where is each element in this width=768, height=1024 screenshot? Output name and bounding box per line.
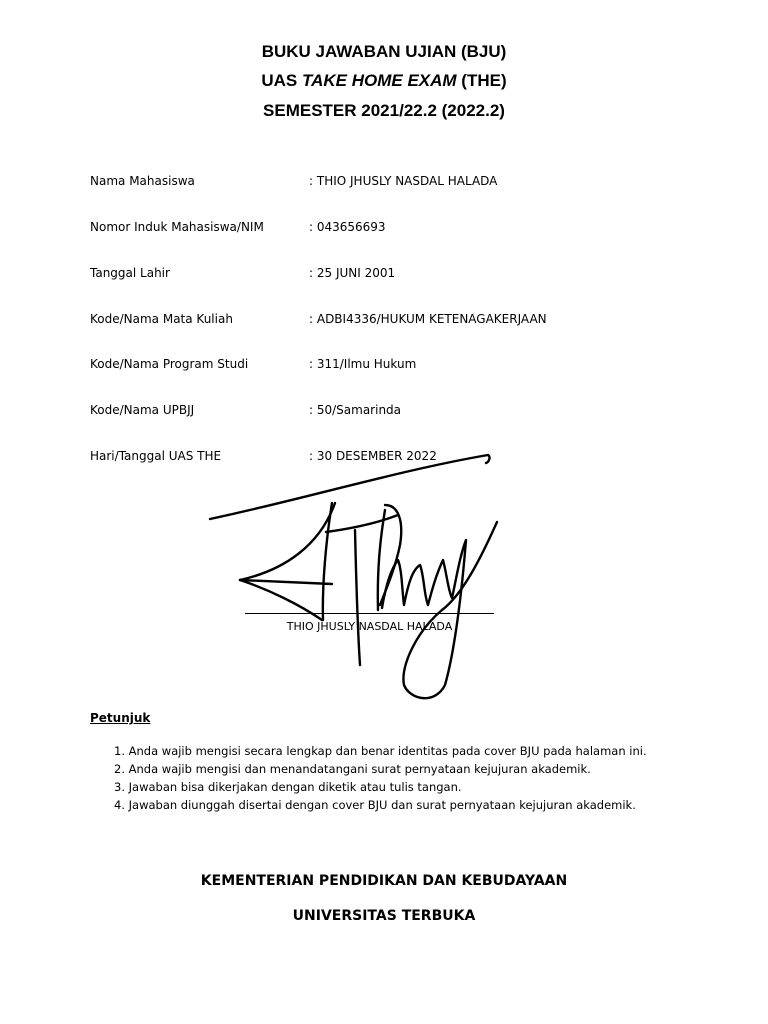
field-value: : 311/Ilmu Hukum — [309, 357, 417, 371]
title-line-1: BUKU JAWABAN UJIAN (BJU) — [261, 42, 507, 61]
field-label: Tanggal Lahir — [90, 266, 170, 280]
signature-name: THIO JHUSLY NASDAL HALADA — [286, 620, 453, 633]
university-name: UNIVERSITAS TERBUKA — [292, 908, 476, 924]
field-value: : 043656693 — [309, 220, 386, 234]
field-value: : 30 DESEMBER 2022 — [309, 449, 437, 463]
instruction-item-4: 4. Jawaban diunggah disertai dengan cover BJU dan surat pernyataan kejujuran akademik. — [114, 798, 636, 812]
field-label: Nomor Induk Mahasiswa/NIM — [90, 220, 264, 234]
field-value: : 50/Samarinda — [309, 403, 402, 417]
instruction-item-3: 3. Jawaban bisa dikerjakan dengan diketik atau tulis tangan. — [114, 780, 462, 794]
field-value: : ADBI4336/HUKUM KETENAGAKERJAAN — [309, 312, 547, 326]
title-line-3: SEMESTER 2021/22.2 (2022.2) — [263, 101, 505, 120]
field-value: : 25 JUNI 2001 — [309, 266, 396, 280]
instruction-item-2: 2. Anda wajib mengisi dan menandatangani surat pernyataan kejujuran akademik. — [114, 762, 591, 776]
field-label: Nama Mahasiswa — [90, 174, 195, 188]
field-value: : THIO JHUSLY NASDAL HALADA — [309, 174, 498, 188]
field-label: Kode/Nama Program Studi — [90, 357, 249, 371]
ministry-name: KEMENTERIAN PENDIDIKAN DAN KEBUDAYAAN — [200, 873, 568, 889]
instructions-heading: Petunjuk — [90, 711, 151, 725]
field-label: Kode/Nama UPBJJ — [90, 403, 195, 417]
field-label: Hari/Tanggal UAS THE — [90, 449, 222, 463]
title-line-2-prefix: UAS — [261, 71, 302, 90]
instruction-item-1: 1. Anda wajib mengisi secara lengkap dan benar identitas pada cover BJU pada halaman ini. — [114, 744, 647, 758]
field-label: Kode/Nama Mata Kuliah — [90, 312, 233, 326]
title-line-2-suffix: (THE) — [456, 71, 507, 90]
title-line-2-italic: TAKE HOME EXAM — [302, 71, 457, 90]
